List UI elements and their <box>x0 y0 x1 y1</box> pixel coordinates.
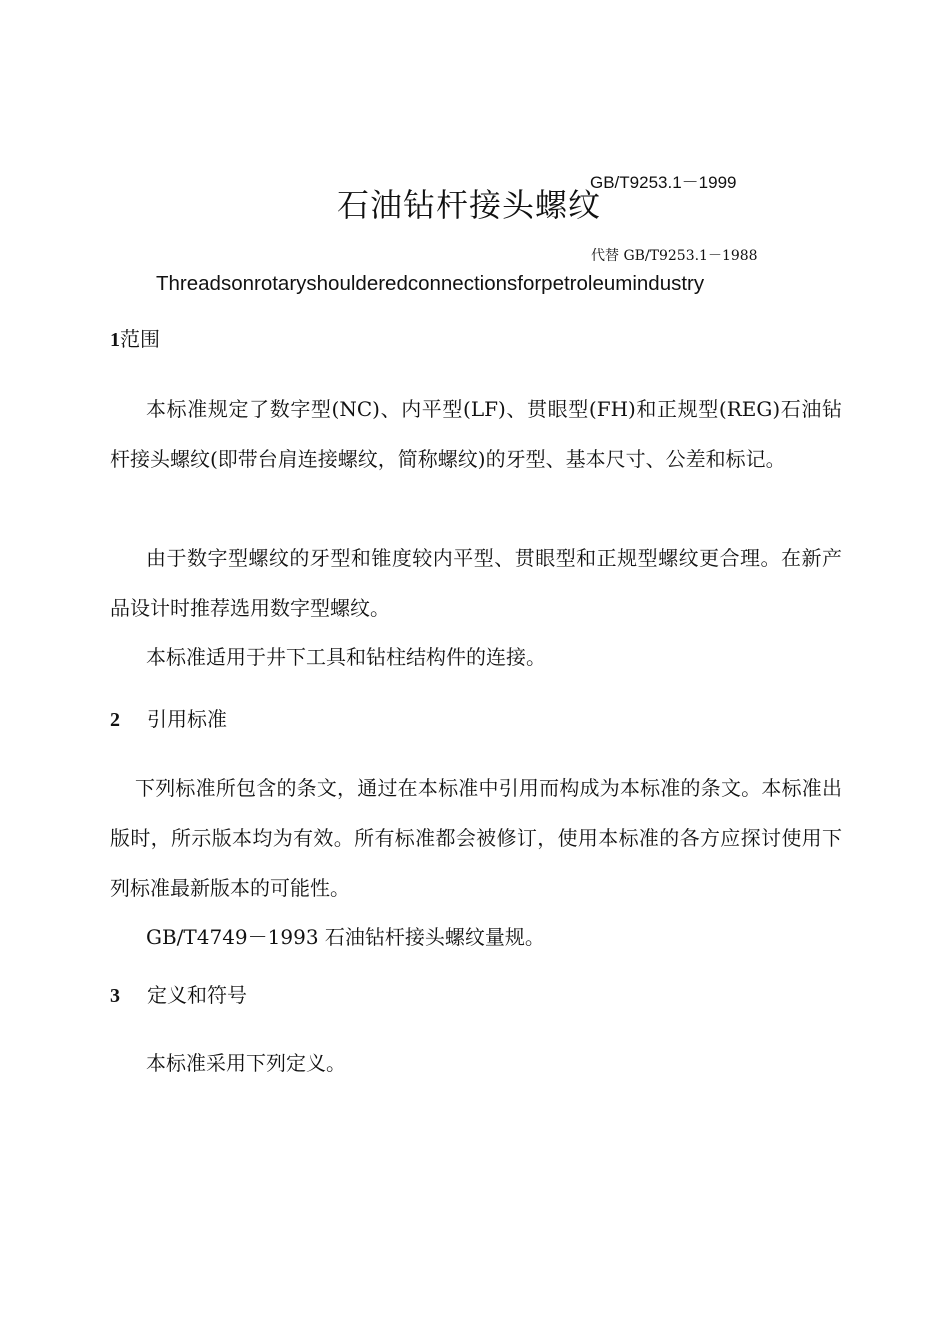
section-1-heading <box>110 323 160 352</box>
section-3-paragraph-1: 本标准采用下列定义。 <box>146 1051 346 1075</box>
section-1-number: 1 <box>110 329 120 351</box>
section-2-paragraph-2: GB/T4749－1993 石油钻杆接头螺纹量规。 <box>146 925 545 949</box>
document-title: 石油钻杆接头螺纹 <box>337 186 602 224</box>
section-3-number: 3 <box>110 985 120 1007</box>
section-3-heading <box>110 979 247 1008</box>
section-2-title: 引用标准 <box>147 707 227 731</box>
section-1-paragraph-1: 本标准规定了数字型(NC)、内平型(LF)、贯眼型(FH)和正规型(REG)石油钻杆接头螺纹(即带台肩连接螺纹，简称螺纹)的牙型、基本尺寸、公差和标记。 <box>110 397 842 471</box>
section-1-paragraph-2: 由于数字型螺纹的牙型和锥度较内平型、贯眼型和正规型螺纹更合理。在新产品设计时推荐选用数字型螺纹。 <box>110 546 842 620</box>
section-3-title: 定义和符号 <box>147 983 247 1007</box>
section-2-paragraph-1: 下列标准所包含的条文，通过在本标准中引用而构成为本标准的条文。本标准出版时，所示版本均为有效。所有标准都会被修订，使用本标准的各方应探讨使用下列标准最新版本的可能性。 <box>110 776 842 900</box>
english-title: Threadsonrotaryshoulderedconnectionsforpetroleumindustry <box>156 272 705 295</box>
section-1-title: 范围 <box>120 327 160 351</box>
section-2-number: 2 <box>110 709 120 731</box>
section-1-paragraph-3: 本标准适用于井下工具和钻柱结构件的连接。 <box>146 645 546 669</box>
replaces-note: 代替 GB/T9253.1－1988 <box>591 248 758 264</box>
section-2-heading <box>110 703 227 732</box>
standard-number: GB/T9253.1－1999 <box>590 173 737 192</box>
